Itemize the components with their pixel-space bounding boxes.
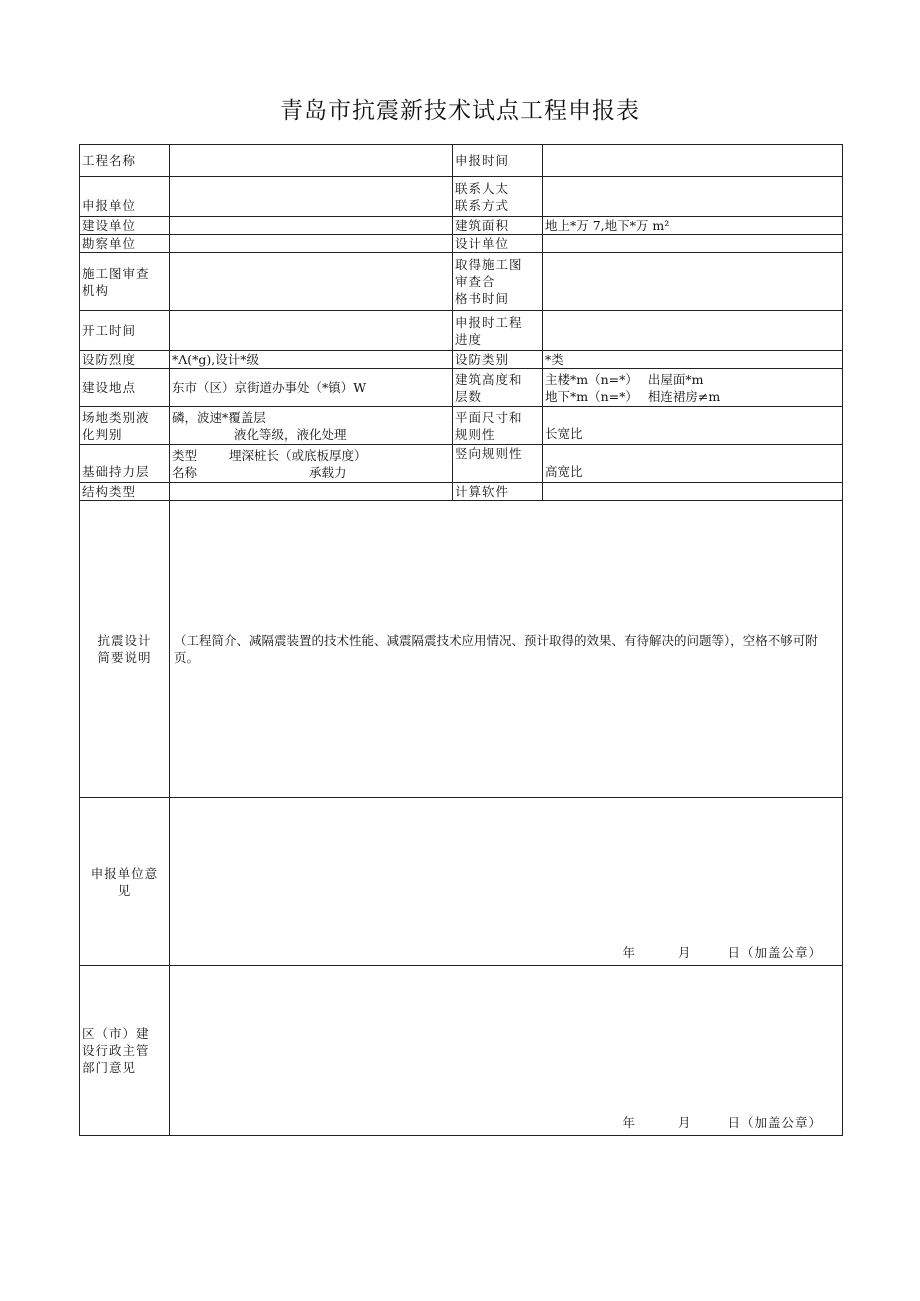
foundation-value-line2 [172, 464, 450, 481]
foundation-value-line1 [172, 447, 450, 464]
liquefaction-text: 液化等级，液化处理 [234, 426, 347, 442]
foundation-name: 名称 [172, 464, 198, 480]
row-project-name [80, 145, 843, 177]
category-field[interactable]: *类 [543, 351, 843, 369]
dept-opinion-label-line3: 部门意见 [82, 1060, 137, 1075]
unit-opinion-date [622, 944, 822, 961]
site-label-line1: 场地类别液 [82, 409, 150, 425]
start-time-field[interactable] [170, 311, 453, 351]
apply-time-label: 申报时间 [453, 145, 543, 177]
survey-unit-label: 勘察单位 [80, 235, 170, 253]
dept-date-month: 月 [677, 1115, 692, 1130]
area-label: 建筑面积 [453, 217, 543, 235]
start-time-label: 开工时间 [80, 311, 170, 351]
plan-label-line1: 平面尺寸和 [455, 409, 523, 425]
cert-time-label-line3: 格书时间 [455, 291, 510, 306]
review-org-field[interactable] [170, 253, 453, 311]
contact-field[interactable] [543, 177, 843, 217]
dept-date-year: 年 [622, 1115, 636, 1130]
design-unit-field[interactable] [543, 235, 843, 253]
cert-time-field[interactable] [543, 253, 843, 311]
plan-label [453, 407, 543, 445]
row-apply-unit [80, 177, 843, 217]
foundation-field[interactable] [170, 445, 453, 483]
application-form-table [79, 144, 843, 1136]
dept-opinion-label [80, 966, 170, 1136]
vertical-label: 竖向规则性 [453, 445, 543, 483]
survey-unit-field[interactable] [170, 235, 453, 253]
design-unit-label: 设计单位 [453, 235, 543, 253]
cert-time-label-line2: 审查合 [455, 274, 496, 289]
site-field[interactable] [170, 407, 453, 445]
unit-opinion-field[interactable] [170, 798, 843, 966]
foundation-type: 类型 [172, 447, 198, 463]
structure-label: 结构类型 [80, 483, 170, 501]
apply-time-field[interactable] [543, 145, 843, 177]
row-start-time [80, 311, 843, 351]
project-name-field[interactable] [170, 145, 453, 177]
dept-opinion-date [622, 1114, 822, 1131]
cert-time-label [453, 253, 543, 311]
build-unit-field[interactable] [170, 217, 453, 235]
row-unit-opinion [80, 798, 843, 966]
plan-label-line2: 规则性 [455, 426, 496, 442]
unit-date-day: 日（加盖公章） [727, 945, 822, 960]
row-foundation [80, 445, 843, 483]
height-label [453, 369, 543, 407]
build-unit-label: 建设单位 [80, 217, 170, 235]
podium-height: 相连裙房≠m [647, 388, 721, 404]
height-field[interactable] [543, 369, 843, 407]
structure-field[interactable] [170, 483, 453, 501]
row-survey-unit [80, 235, 843, 253]
row-dept-opinion [80, 966, 843, 1136]
review-org-label [80, 253, 170, 311]
height-label-line2: 层数 [455, 388, 483, 404]
area-field[interactable]: 地上*万 7,地下*万 m² [543, 217, 843, 235]
unit-date-year: 年 [622, 945, 636, 960]
dept-date-day: 日（加盖公章） [727, 1115, 822, 1130]
design-desc-field[interactable] [170, 501, 843, 798]
site-value-line1: 磷，波速*覆盖层 [172, 409, 266, 425]
category-label: 设防类别 [453, 351, 543, 369]
intensity-field[interactable]: *Λ(*g),设计*级 [170, 351, 453, 369]
row-design-description [80, 501, 843, 798]
page-title: 青岛市抗震新技术试点工程申报表 [280, 98, 640, 124]
row-intensity [80, 351, 843, 369]
location-label: 建设地点 [80, 369, 170, 407]
design-desc-hint: （工程简介、减隔震装置的技术性能、减震隔震技术应用情况、预计取得的效果、有待解决的问题等），空格不够可附页。 [174, 633, 818, 665]
progress-field[interactable] [543, 311, 843, 351]
unit-opinion-label [80, 798, 170, 966]
site-label-line2: 化判别 [82, 426, 123, 442]
foundation-label: 基础持力层 [80, 445, 170, 483]
dept-opinion-label-line1: 区（市）建 [82, 1026, 150, 1041]
progress-label-line2: 进度 [455, 331, 483, 347]
plan-field[interactable]: 长宽比 [543, 407, 843, 445]
cert-time-label-line1: 取得施工图 [455, 257, 523, 272]
apply-unit-label: 申报单位 [80, 177, 170, 217]
design-desc-label-line2: 简要说明 [97, 650, 152, 665]
unit-opinion-label-line1: 申报单位意 [90, 865, 159, 881]
row-build-unit [80, 217, 843, 235]
progress-label [453, 311, 543, 351]
location-field[interactable]: 东市（区）京街道办事处（*镇）W [170, 369, 453, 407]
unit-opinion-label-line2: 见 [117, 882, 132, 898]
row-site [80, 407, 843, 445]
row-structure [80, 483, 843, 501]
software-field[interactable] [543, 483, 843, 501]
dept-opinion-field[interactable] [170, 966, 843, 1136]
contact-label [453, 177, 543, 217]
apply-unit-field[interactable] [170, 177, 453, 217]
software-label: 计算软件 [453, 483, 543, 501]
underground-height: 地下*m（n=*） [545, 388, 638, 404]
row-review-org [80, 253, 843, 311]
design-desc-label-line1: 抗震设计 [97, 633, 152, 648]
vertical-field[interactable]: 高宽比 [543, 445, 843, 483]
site-value-line2 [172, 426, 450, 443]
review-org-label-line2: 机构 [82, 282, 110, 298]
height-value-line1 [545, 371, 840, 388]
roof-height: 出屋面*m [647, 371, 704, 387]
contact-label-line2: 联系方式 [455, 197, 510, 213]
dept-opinion-label-line2: 设行政主管 [82, 1043, 150, 1058]
foundation-depth: 埋深桩长（或底板厚度） [229, 447, 367, 463]
intensity-label: 设防烈度 [80, 351, 170, 369]
unit-date-month: 月 [677, 945, 692, 960]
contact-label-line1: 联系人太 [455, 180, 510, 196]
row-location [80, 369, 843, 407]
height-value-line2 [545, 388, 840, 405]
foundation-capacity: 承载力 [309, 464, 347, 480]
site-label [80, 407, 170, 445]
height-label-line1: 建筑高度和 [455, 371, 523, 387]
design-desc-label [80, 501, 170, 798]
review-org-label-line1: 施工图审查 [82, 265, 150, 281]
project-name-label: 工程名称 [80, 145, 170, 177]
main-building-height: 主楼*m（n=*） [545, 371, 638, 387]
progress-label-line1: 申报时工程 [455, 314, 523, 330]
